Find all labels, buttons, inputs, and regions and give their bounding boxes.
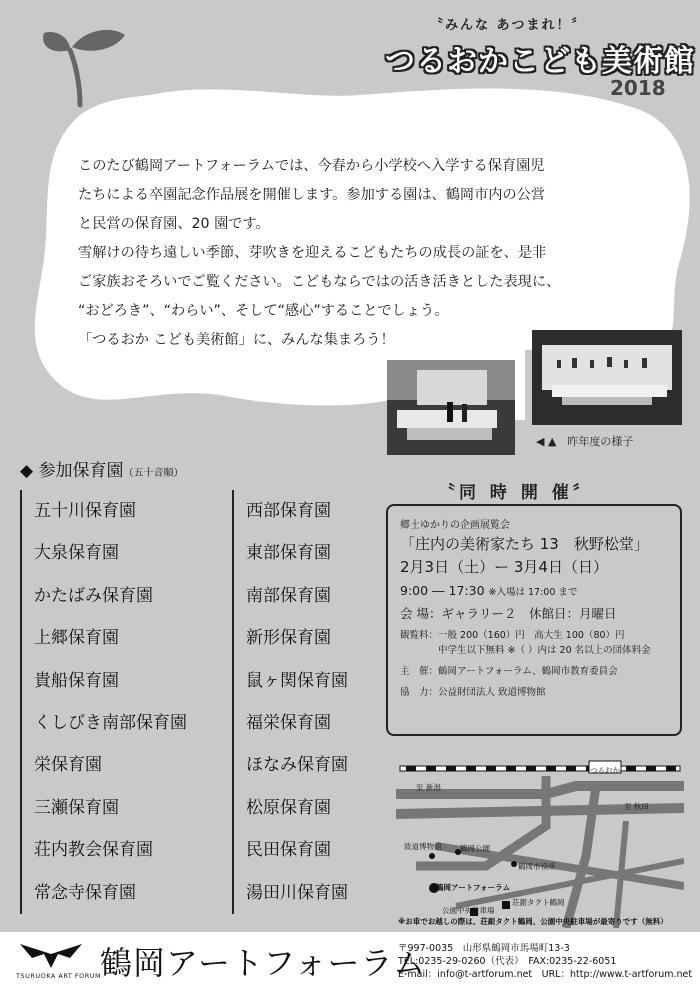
- map-chido-museum: 致道博物館: [404, 842, 442, 851]
- exhibition-title: 「庄内の美術家たち 13 秋野松堂」: [400, 535, 649, 553]
- fee-line: 中学生以下無料 ※（ ）内は 20 名以上の団体料金: [400, 645, 651, 656]
- map-art-forum: 鶴岡アートフォーラム: [436, 883, 511, 892]
- intro-line: 「つるおか こども美術館」に、みんな集まろう！: [78, 332, 395, 348]
- participants-list-left: [20, 490, 220, 914]
- photo-caption: ◀ ▲ 昨年度の様子: [536, 435, 634, 448]
- intro-text: [78, 152, 658, 355]
- map-station-label: つるおか: [590, 766, 620, 775]
- concurrent-exhibition-box: [386, 504, 682, 736]
- intro-line: たちによる卒園記念作品展を開催します。参加する園は、鶴岡市内の公営: [78, 187, 546, 203]
- list-item: くしびき南部保育園: [34, 712, 187, 733]
- list-item: 湯田川保育園: [246, 882, 348, 903]
- list-item: 松原保育園: [246, 797, 331, 818]
- list-item: 大泉保育園: [34, 543, 119, 564]
- list-item: 民田保育園: [246, 840, 331, 861]
- footer-tel-fax: TEL:0235-29-0260（代表） FAX:0235-22-6051: [398, 956, 617, 967]
- list-item: 上郷保育園: [34, 628, 119, 649]
- intro-line: “おどろき”、“わらい”、そして“感心”することでしょう。: [78, 303, 449, 319]
- list-item: 常念寺保育園: [34, 882, 136, 903]
- list-item: ほなみ保育園: [246, 755, 348, 776]
- footer-contact: [398, 942, 692, 981]
- list-item: 東部保育園: [246, 543, 331, 564]
- intro-line: と民営の保育園、20 園です。: [78, 216, 270, 232]
- footer-organization-name: 鶴岡アートフォーラム: [100, 944, 427, 982]
- exhibition-venue: 会 場：ギャラリー２ 休館日：月曜日: [400, 606, 617, 621]
- exhibition-dates: 2月3日（土）ー 3月4日（日）: [400, 558, 608, 576]
- intro-line: このたび鶴岡アートフォーラムでは、今春から小学校へ入学する保育園児: [78, 158, 545, 174]
- participants-heading-note: （五十音順）: [123, 468, 184, 479]
- cooperation: 協 力：公益財団法人 致道博物館: [400, 687, 546, 698]
- list-item: 五十川保育園: [34, 501, 136, 521]
- footer-email-url: E-mail：info@t-artforum.net URL：http://www.t-artforum.net: [398, 969, 693, 980]
- map-to-niigata: 至 新潟: [416, 783, 441, 792]
- list-item: 三瀬保育園: [34, 797, 119, 818]
- organizer: 主 催：鶴岡アートフォーラム、鶴岡市教育委員会: [400, 666, 618, 677]
- list-item: 貴船保育園: [34, 670, 119, 691]
- intro-line: ご家族おそろいでご覧ください。こどもならではの活き活きとした表現に、: [78, 274, 561, 290]
- footer: [0, 932, 700, 990]
- list-item: 栄保育園: [34, 755, 102, 776]
- fee-line: 観覧料：一般 200（160）円 高大生 100（80）円: [400, 630, 625, 641]
- map-taxi: 荘銀タクト鶴岡: [512, 898, 565, 907]
- map-parking: 公園中央駐車場: [442, 906, 495, 915]
- list-item: 新形保育園: [246, 628, 331, 649]
- art-forum-logo-icon: [18, 940, 84, 970]
- intro-line: 雪解けの待ち遠しい季節、芽吹きを迎えるこどもたちの成長の証を、是非: [78, 245, 547, 261]
- list-item: 南部保育園: [246, 585, 331, 606]
- exhibition-subtitle: 郷土ゆかりの企画展覧会: [400, 520, 510, 531]
- map-tsuruoka-park: 鶴岡公園: [460, 844, 490, 853]
- participants-heading: [20, 456, 183, 481]
- page-title: つるおかこども美術館: [385, 44, 695, 79]
- header-year: 2018: [610, 76, 666, 100]
- concurrent-heading: 〝同 時 開 催〞: [438, 483, 594, 503]
- hours-note: ※入場は 17:00 まで: [488, 587, 578, 598]
- map-to-akita: 至 秋田: [624, 802, 649, 811]
- exhibition-photo-2: [532, 330, 682, 425]
- exhibition-hours: [400, 583, 668, 598]
- footer-logo-text: TSURUOKA ART FORUM: [16, 972, 102, 980]
- hours-text: 9:00 ― 17:30: [400, 583, 485, 598]
- list-item: かたばみ保育園: [34, 585, 153, 606]
- map-city-hall: 鶴岡市役所: [518, 862, 556, 871]
- list-item: 西部保育園: [246, 501, 331, 521]
- participants-heading-text: ◆ 参加保育園: [20, 461, 124, 481]
- header-tagline: 〝みんな あつまれ！〞: [430, 18, 587, 33]
- list-item: 鼠ヶ関保育園: [246, 670, 348, 691]
- list-item: 荘内教会保育園: [34, 840, 153, 861]
- list-item: 福栄保育園: [246, 712, 331, 733]
- exhibition-photo-1: [387, 360, 515, 455]
- footer-address: 〒997-0035 山形県鶴岡市馬場町13-3: [398, 943, 570, 954]
- map-note: ※お車でお越しの際は、荘銀タクト鶴岡、公園中央駐車場が最寄りです（無料）: [398, 917, 668, 926]
- sprout-icon: [40, 25, 130, 115]
